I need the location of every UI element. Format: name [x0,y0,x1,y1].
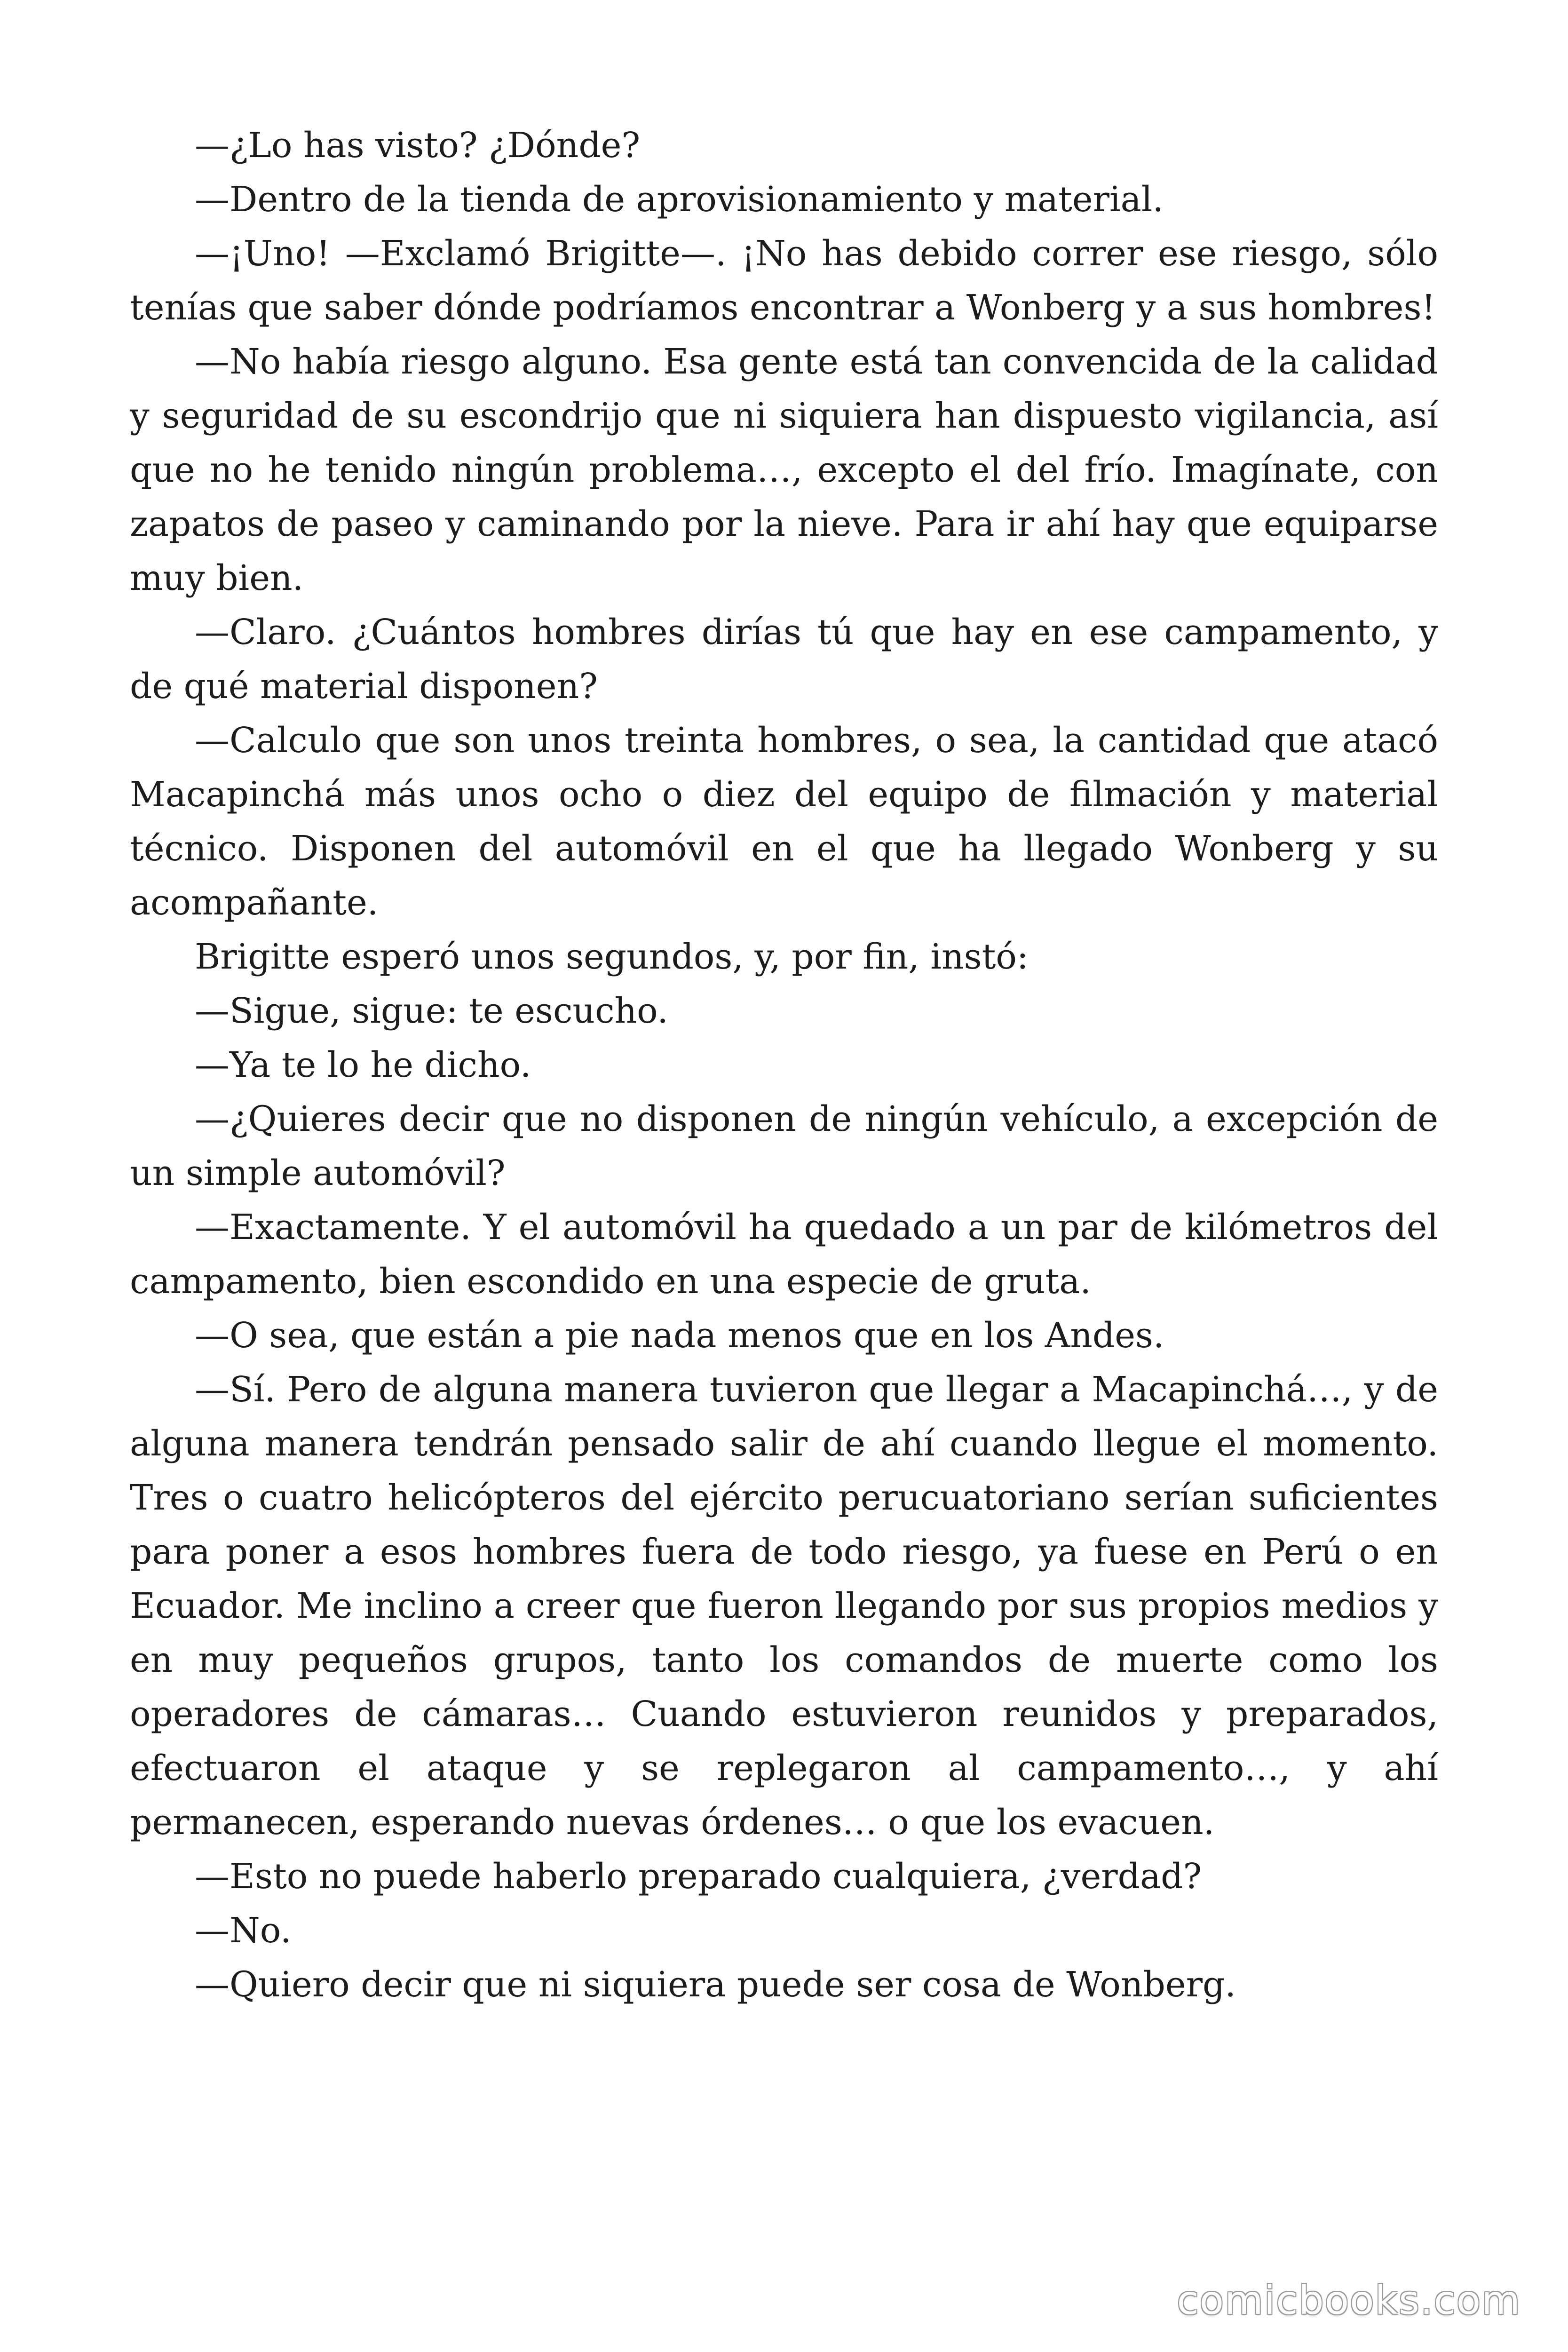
paragraph: Brigitte esperó unos segundos, y, por fin, instó: [195,937,1029,977]
watermark: comicbooks.com [1177,2277,1521,2323]
paragraph: —O sea, que están a pie nada menos que en los Andes. [195,1315,1164,1356]
paragraph: —Quiero decir que ni siquiera puede ser cosa de Wonberg. [195,1964,1236,2005]
paragraph: —Sigue, sigue: te escucho. [195,991,668,1031]
paragraph: —Dentro de la tienda de aprovisionamiento y material. [195,179,1164,220]
paragraph: —No. [195,1910,292,1951]
paragraph: —Claro. ¿Cuántos hombres dirías tú que hay en ese campamento, y de qué material disponen? [130,612,1438,707]
paragraph: —Calculo que son unos treinta hombres, o sea, la cantidad que atacó Macapinchá más unos ocho o diez del equipo de filmación y material técnico. Disponen del automóvil en el que ha llegado Wonberg y su acompañante. [130,720,1438,923]
paragraph: —Exactamente. Y el automóvil ha quedado a un par de kilómetros del campamento, bien escondido en una especie de gruta. [130,1207,1438,1302]
paragraph: —Ya te lo he dicho. [195,1045,531,1085]
paragraph: —Sí. Pero de alguna manera tuvieron que llegar a Macapinchá…, y de alguna manera tendrán pensado salir de ahí cuando llegue el momento. Tres o cuatro helicópteros del ejército perucuatoriano serían suficientes para poner a esos hombres fuera de todo riesgo, ya fuese en Perú o en Ecuador. Me inclino a creer que fueron llegando por sus propios medios y en muy pequeños grupos, tanto los comandos de muerte como los operadores de cámaras… Cuando estuvieron reunidos y preparados, efectuaron el ataque y se replegaron al campamento…, y ahí permanecen, esperando nuevas órdenes… o que los evacuen. [130,1369,1438,1843]
paragraph: —No había riesgo alguno. Esa gente está tan convencida de la calidad y seguridad de su escondrijo que ni siquiera han dispuesto vigilancia, así que no he tenido ningún problema…, excepto el del frío. Imagínate, con zapatos de paseo y caminando por la nieve. Para ir ahí hay que equiparse muy bien. [130,342,1438,598]
paragraph: —¡Uno! —Exclamó Brigitte—. ¡No has debido correr ese riesgo, sólo tenías que saber dónde podríamos encontrar a Wonberg y a sus hombres! [130,233,1438,328]
paragraph: —¿Lo has visto? ¿Dónde? [195,125,641,166]
paragraph: —Esto no puede haberlo preparado cualquiera, ¿verdad? [195,1856,1202,1897]
paragraph: —¿Quieres decir que no disponen de ningún vehículo, a excepción de un simple automóvil? [130,1099,1438,1193]
page-text [130,119,1438,2012]
